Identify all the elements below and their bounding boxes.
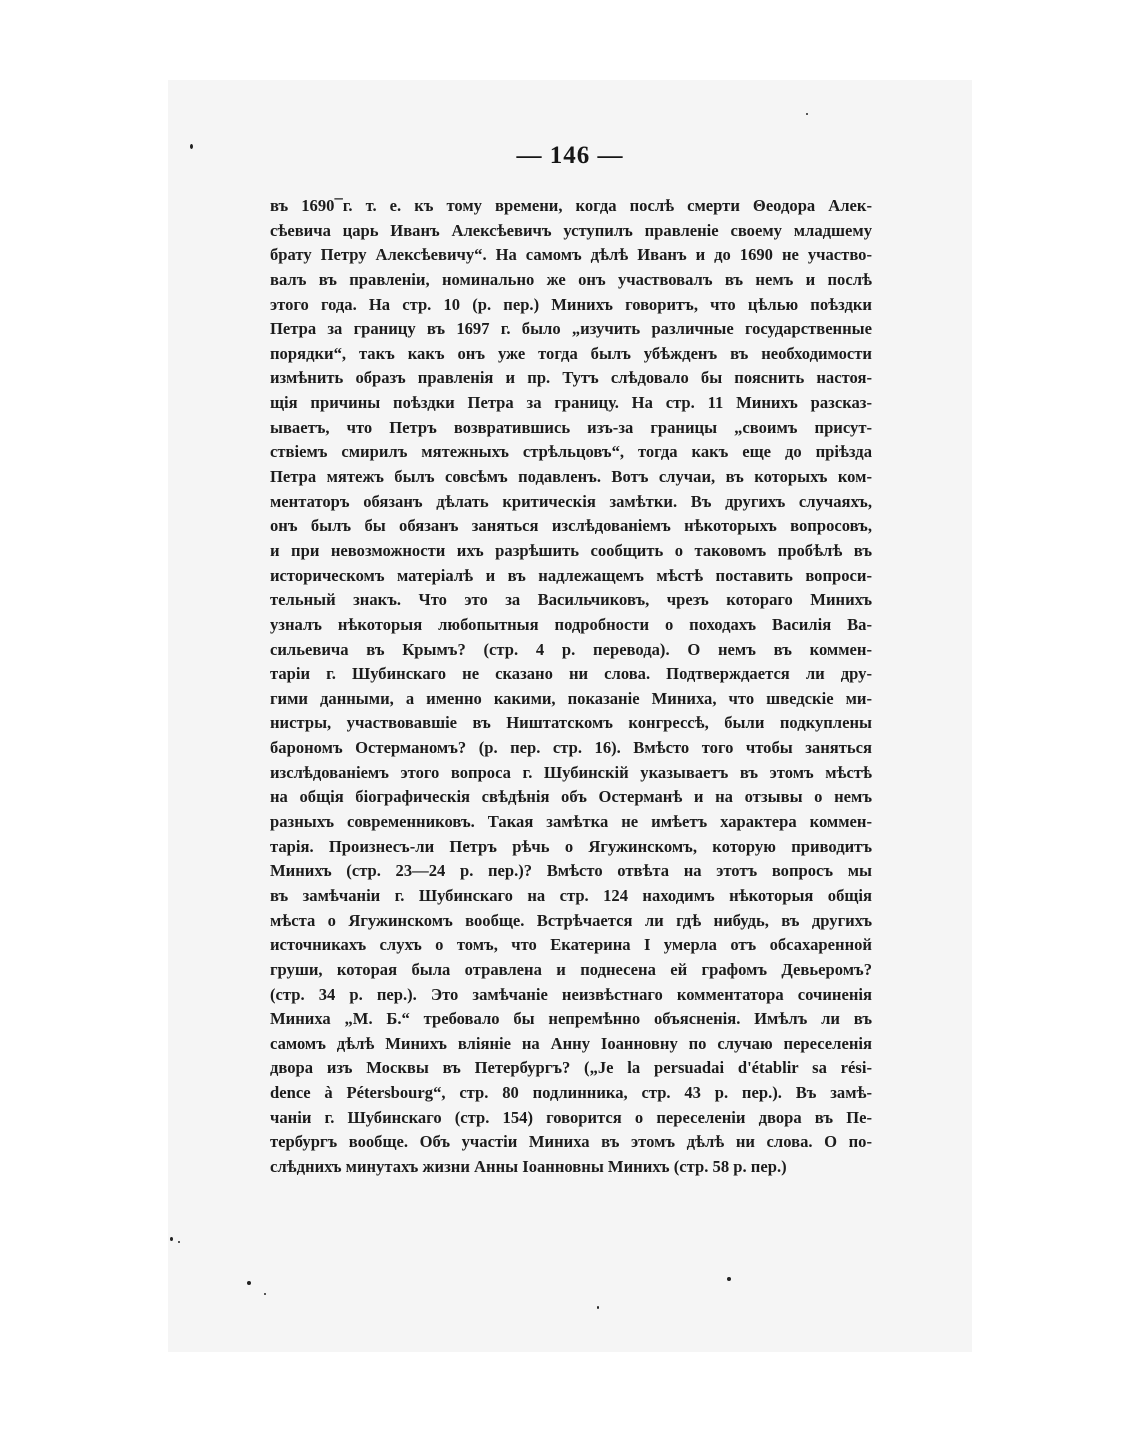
page-number: — 146 —	[516, 142, 624, 169]
text-line: щія причины поѣздки Петра за границу. На стр. 11 Минихъ разсказ-	[270, 393, 872, 413]
text-line: брату Петру Алексѣевичу“. На самомъ дѣлѣ Иванъ и до 1690 не участво-	[270, 245, 872, 265]
text-line: dence à Pétersbourg“, стр. 80 подлинника, стр. 43 р. пер.). Въ замѣ-	[270, 1083, 872, 1103]
text-line: чаніи г. Шубинскаго (стр. 154) говорится о переселеніи двора въ Пе-	[270, 1107, 872, 1127]
text-line: изслѣдованіемъ этого вопроса г. Шубинскій указываетъ въ этомъ мѣстѣ	[270, 762, 872, 782]
text-line: сильевича въ Крымъ? (стр. 4 р. перевода). О немъ въ коммен-	[270, 639, 872, 659]
text-line: сѣевича царь Иванъ Алексѣевичъ уступилъ правленіе своему младшему	[270, 220, 872, 240]
scan-speck	[170, 1237, 173, 1241]
text-line: Миниха „М. Б.“ требовало бы непремѣнно объясненія. Имѣлъ ли въ	[270, 1009, 872, 1029]
scan-speck	[190, 144, 193, 149]
text-line: барономъ Остерманомъ? (р. пер. стр. 16). Вмѣсто того чтобы заняться	[270, 738, 872, 758]
scan-speck	[597, 1306, 599, 1309]
text-line: груши, которая была отравлена и поднесена ей графомъ Девьеромъ?	[270, 959, 872, 979]
text-line: въ замѣчаніи г. Шубинскаго на стр. 124 находимъ нѣкоторыя общія	[270, 885, 872, 905]
text-line: на общія біографическія свѣдѣнія объ Остерманѣ и на отзывы о немъ	[270, 787, 872, 807]
scan-speck	[264, 1293, 266, 1295]
text-line: въ 1690¯г. т. е. къ тому времени, когда послѣ смерти Θеодора Алек-	[270, 196, 872, 215]
text-line: таріи г. Шубинскаго не сказано ни слова. Подтверждается ли дру-	[270, 664, 872, 684]
text-line: тарія. Произнесъ-ли Петръ рѣчь о Ягужинскомъ, которую приводитъ	[270, 836, 872, 856]
text-line: валъ въ правленіи, номинально же онъ участвовалъ въ немъ и послѣ	[270, 269, 872, 289]
text-line: гими данными, а именно какими, показаніе Миниха, что шведскіе ми-	[270, 688, 872, 708]
text-line: источникахъ слухъ о томъ, что Екатерина I умерла отъ обсахаренной	[270, 935, 872, 955]
scan-speck	[727, 1277, 731, 1281]
text-line: онъ былъ бы обязанъ заняться изслѣдованіемъ нѣкоторыхъ вопросовъ,	[270, 516, 872, 536]
body-text	[270, 194, 872, 1180]
text-line: тербургъ вообще. Объ участіи Миниха въ этомъ дѣлѣ ни слова. О по-	[270, 1132, 872, 1152]
text-line: ываетъ, что Петръ возвратившись изъ-за границы „своимъ присут-	[270, 417, 872, 437]
text-line: узналъ нѣкоторыя любопытныя подробности о походахъ Василія Ва-	[270, 614, 872, 634]
text-line: ментаторъ обязанъ дѣлать критическія замѣтки. Въ другихъ случаяхъ,	[270, 491, 872, 511]
text-line: разныхъ современниковъ. Такая замѣтка не имѣетъ характера коммен-	[270, 812, 872, 832]
text-line: самомъ дѣлѣ Минихъ вліяніе на Анну Іоанновну по случаю переселенія	[270, 1033, 872, 1053]
scan-speck	[247, 1281, 251, 1285]
text-line: Петра мятежъ былъ совсѣмъ подавленъ. Вотъ случаи, въ которыхъ ком-	[270, 467, 872, 487]
text-line: Петра за границу въ 1697 г. было „изучить различные государственные	[270, 319, 872, 339]
text-line: двора изъ Москвы въ Петербургъ? („Je la persuadai d'établir sa rési-	[270, 1058, 872, 1078]
text-line: этого года. На стр. 10 (р. пер.) Минихъ говоритъ, что цѣлью поѣздки	[270, 294, 872, 314]
text-line: нистры, участвовавшіе въ Ништатскомъ конгрессѣ, были подкуплены	[270, 713, 872, 733]
text-line: историческомъ матеріалѣ и въ надлежащемъ мѣстѣ поставить вопроси-	[270, 565, 872, 585]
text-line: тельный знакъ. Что это за Васильчиковъ, чрезъ котораго Минихъ	[270, 590, 872, 610]
text-line: и при невозможности ихъ разрѣшить сообщить о таковомъ пробѣлѣ въ	[270, 540, 872, 560]
text-line: ствіемъ смирилъ мятежныхъ стрѣльцовъ“, тогда какъ еще до пріѣзда	[270, 442, 872, 462]
text-line: слѣднихъ минутахъ жизни Анны Іоанновны Минихъ (стр. 58 р. пер.)	[270, 1156, 787, 1176]
text-line: Минихъ (стр. 23—24 р. пер.)? Вмѣсто отвѣта на этотъ вопросъ мы	[270, 861, 872, 881]
text-line: мѣста о Ягужинскомъ вообще. Встрѣчается ли гдѣ нибудь, въ другихъ	[270, 910, 872, 930]
text-line: (стр. 34 р. пер.). Это замѣчаніе неизвѣстнаго комментатора сочиненія	[270, 984, 872, 1004]
text-line: измѣнить образъ правленія и пр. Тутъ слѣдовало бы пояснить настоя-	[270, 368, 872, 388]
scan-speck	[178, 1241, 180, 1243]
scan-speck	[806, 113, 808, 115]
text-line: порядки“, такъ какъ онъ уже тогда былъ убѣжденъ въ необходимости	[270, 343, 872, 363]
